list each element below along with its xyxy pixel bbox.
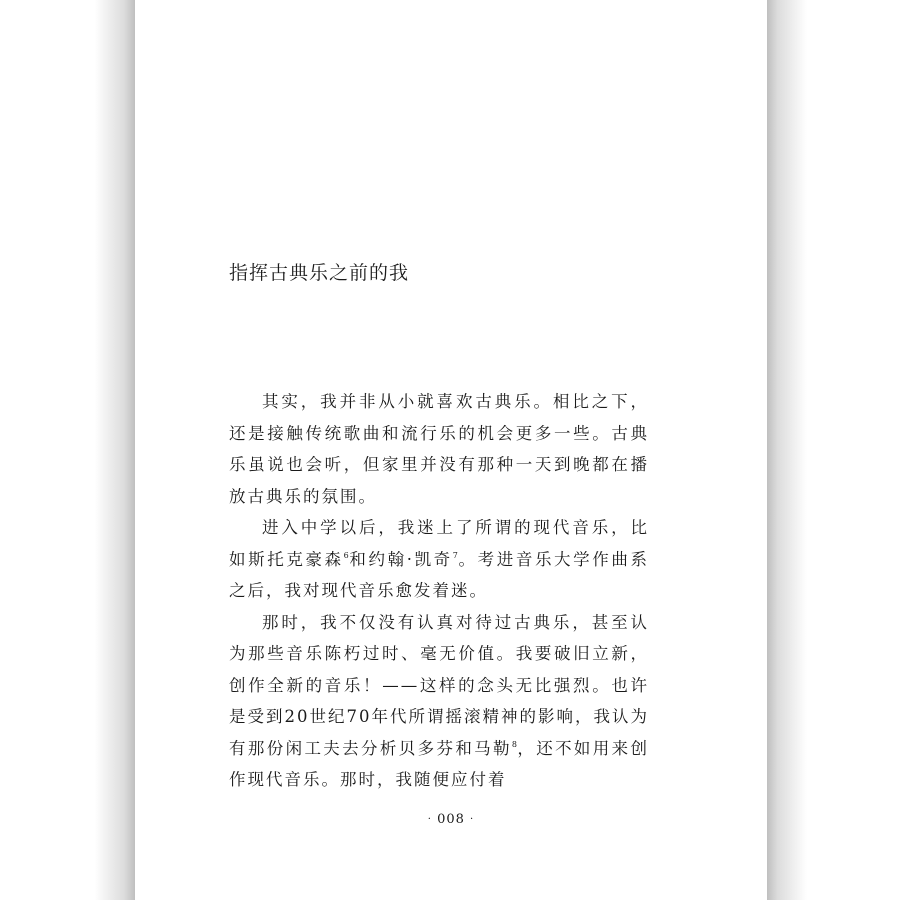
footnote-marker[interactable]: 7 [452,550,458,560]
paragraph-text: ，还不如用来创作现代音乐。那时，我随便应付着 [229,738,649,789]
paragraph-3 [229,607,649,796]
footnote-marker[interactable]: 8 [511,739,517,749]
paragraph-2 [229,512,649,607]
separator-dot: · [470,814,475,825]
paragraph-text: 。考进音乐大学作曲系之后，我对现代音乐愈发着迷。 [229,549,650,600]
right-page-margin [767,0,900,900]
book-page [135,0,767,900]
paragraph-text: 进入中学以后，我迷上了所谓的现代音乐，比如斯托克豪森 [229,518,649,569]
paragraph-text: 那时，我不仅没有认真对待过古典乐，甚至认为那些音乐陈朽过时、毫无价值。我要破旧立新，创作全新的音乐！——这样的念头无比强烈。也许是受到20世纪70年代所谓摇滚精神的影响，我认为有那份闲工夫去分析贝多芬和马勒 [229,612,649,758]
page-footer [135,812,767,827]
paragraph-text: 其实，我并非从小就喜欢古典乐。相比之下，还是接触传统歌曲和流行乐的机会更多一些。古典乐虽说也会听，但家里并没有那种一天到晚都在播放古典乐的氛围。 [229,392,649,506]
paragraph-1 [229,386,649,512]
chapter-title: 指挥古典乐之前的我 [229,262,410,284]
separator-dot: · [427,814,432,825]
footnote-marker[interactable]: 6 [343,550,349,560]
body-text [229,386,649,796]
left-page-margin [0,0,135,900]
page-number: 008 [437,812,465,827]
paragraph-text: 和约翰·凯奇 [348,549,453,569]
